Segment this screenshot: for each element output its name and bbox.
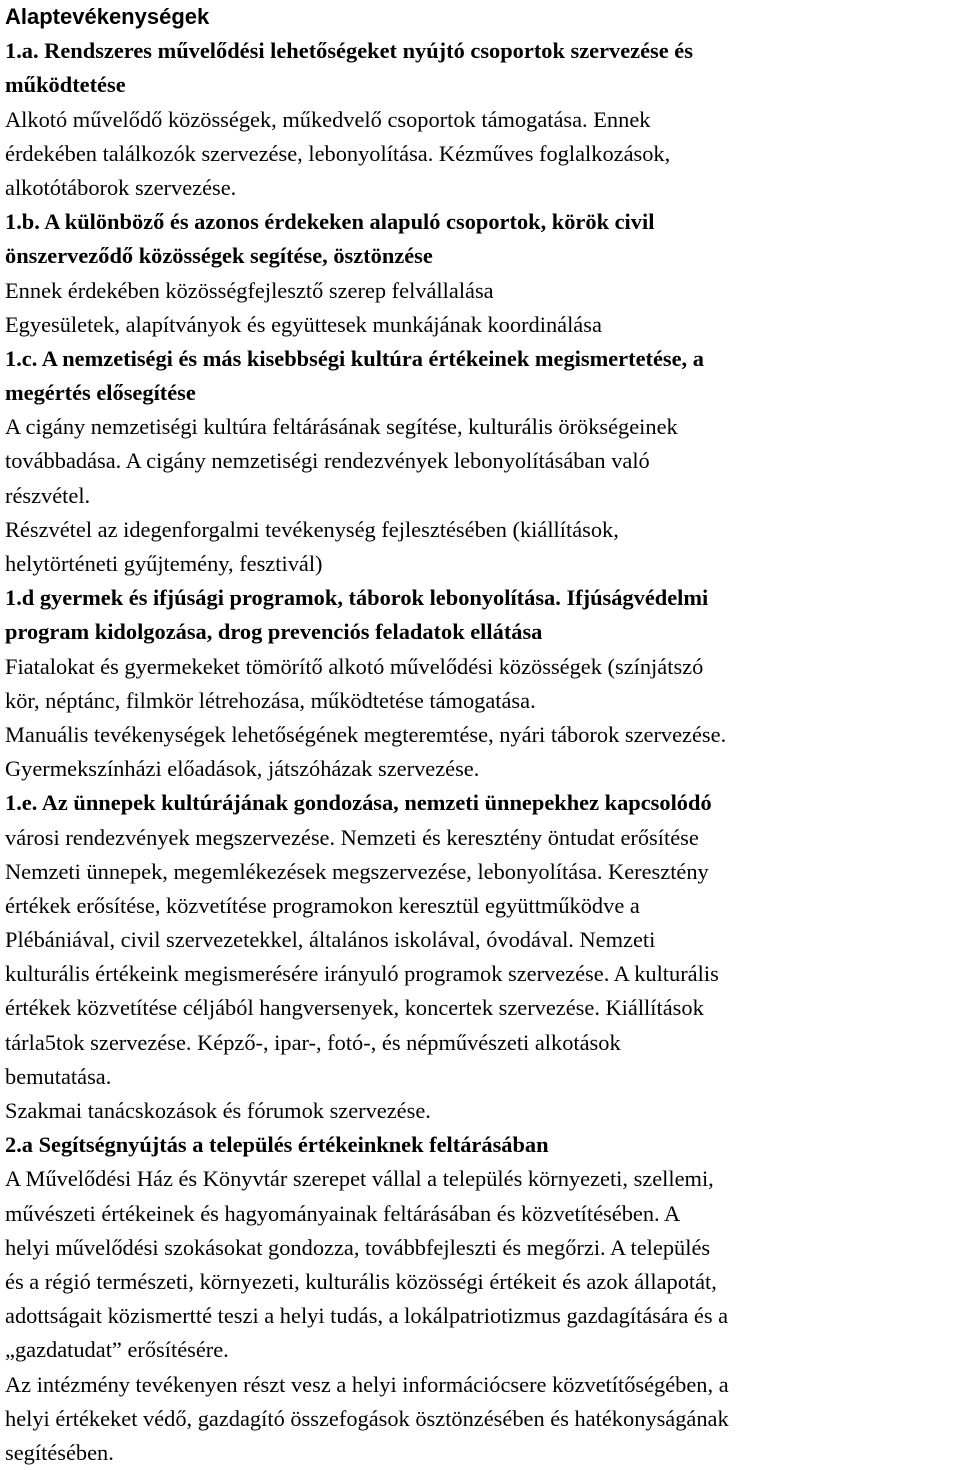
section-heading-line: önszerveződő közösségek segítése, ösztönzése <box>5 243 433 269</box>
section-heading-line: 1.d gyermek és ifjúsági programok, táborok lebonyolítása. Ifjúságvédelmi <box>5 585 709 611</box>
paragraph-line: helyi művelődési szokásokat gondozza, továbbfejleszti és megőrzi. A település <box>5 1234 711 1260</box>
paragraph-line: helyi értékeket védő, gazdagító összefogások ösztönzésében és hatékonyságának <box>5 1405 729 1431</box>
paragraph-line: tárla5tok szervezése. Képző-, ipar-, fotó-, és népművészeti alkotások <box>5 1029 621 1055</box>
paragraph-line: bemutatása. <box>5 1063 112 1089</box>
section-heading-line: megértés elősegítése <box>5 380 196 406</box>
paragraph-line: Alkotó művelődő közösségek, műkedvelő csoportok támogatása. Ennek <box>5 106 651 132</box>
section-heading-line: 2.a Segítségnyújtás a település értékeinknek feltárásában <box>5 1132 549 1158</box>
paragraph-line: Részvétel az idegenforgalmi tevékenység fejlesztésében (kiállítások, <box>5 516 619 542</box>
paragraph-line: értékek közvetítése céljából hangversenyek, koncertek szervezése. Kiállítások <box>5 995 704 1021</box>
section-heading-line: 1.b. A különböző és azonos érdekeken alapuló csoportok, körök civil <box>5 209 655 235</box>
paragraph-line: továbbadása. A cigány nemzetiségi rendezvények lebonyolításában való <box>5 448 650 474</box>
paragraph-line: Gyermekszínházi előadások, játszóházak szervezése. <box>5 756 480 782</box>
document-title: Alaptevékenységek <box>5 4 210 29</box>
paragraph-line: városi rendezvények megszervezése. Nemzeti és keresztény öntudat erősítése <box>5 824 699 850</box>
paragraph-line: értékek erősítése, közvetítése programokon keresztül együttműködve a <box>5 892 640 918</box>
paragraph-line: és a régió természeti, környezeti, kulturális közösségi értékeit és azok állapotát, <box>5 1268 717 1294</box>
document-body <box>5 34 956 1470</box>
paragraph-line: Nemzeti ünnepek, megemlékezések megszervezése, lebonyolítása. Keresztény <box>5 858 709 884</box>
section-heading-line: 1.a. Rendszeres művelődési lehetőségeket nyújtó csoportok szervezése és <box>5 38 693 64</box>
section-heading-line: működtetése <box>5 72 126 98</box>
paragraph-line: részvétel. <box>5 482 91 508</box>
paragraph-line: Ennek érdekében közösségfejlesztő szerep felvállalása <box>5 277 494 303</box>
paragraph-line: A Művelődési Ház és Könyvtár szerepet vállal a település környezeti, szellemi, <box>5 1166 714 1192</box>
paragraph-line: A cigány nemzetiségi kultúra feltárásának segítése, kulturális örökségeinek <box>5 414 678 440</box>
paragraph-line: adottságait közismertté teszi a helyi tudás, a lokálpatriotizmus gazdagítására és a <box>5 1303 729 1329</box>
paragraph-line: művészeti értékeinek és hagyományainak feltárásában és közvetítésében. A <box>5 1200 681 1226</box>
section-heading-line: program kidolgozása, drog prevenciós feladatok ellátása <box>5 619 543 645</box>
paragraph-line: „gazdatudat” erősítésére. <box>5 1337 229 1363</box>
paragraph-line: Az intézmény tevékenyen részt vesz a helyi információcsere közvetítőségében, a <box>5 1371 729 1397</box>
paragraph-line: Egyesületek, alapítványok és együttesek munkájának koordinálása <box>5 311 602 337</box>
section-heading-line: 1.c. A nemzetiségi és más kisebbségi kultúra értékeinek megismertetése, a <box>5 345 704 371</box>
paragraph-line: kulturális értékeink megismerésére irányuló programok szervezése. A kulturális <box>5 961 719 987</box>
paragraph-line: helytörténeti gyűjtemény, fesztivál) <box>5 551 323 576</box>
paragraph-line: segítésében. <box>5 1439 114 1465</box>
paragraph-line: kör, néptánc, filmkör létrehozása, működtetése támogatása. <box>5 687 536 713</box>
paragraph-line: Szakmai tanácskozások és fórumok szervezése. <box>5 1098 431 1123</box>
paragraph-line: Fiatalokat és gyermekeket tömörítő alkotó művelődési közösségek (színjátszó <box>5 653 704 679</box>
paragraph-line: érdekében találkozók szervezése, lebonyolítása. Kézműves foglalkozások, <box>5 140 671 166</box>
section-heading-line: 1.e. Az ünnepek kultúrájának gondozása, nemzeti ünnepekhez kapcsolódó <box>5 790 712 816</box>
paragraph-line: alkotótáborok szervezése. <box>5 174 237 200</box>
paragraph-line: Manuális tevékenységek lehetőségének megteremtése, nyári táborok szervezése. <box>5 721 727 747</box>
paragraph-line: Plébániával, civil szervezetekkel, általános iskolával, óvodával. Nemzeti <box>5 927 656 953</box>
